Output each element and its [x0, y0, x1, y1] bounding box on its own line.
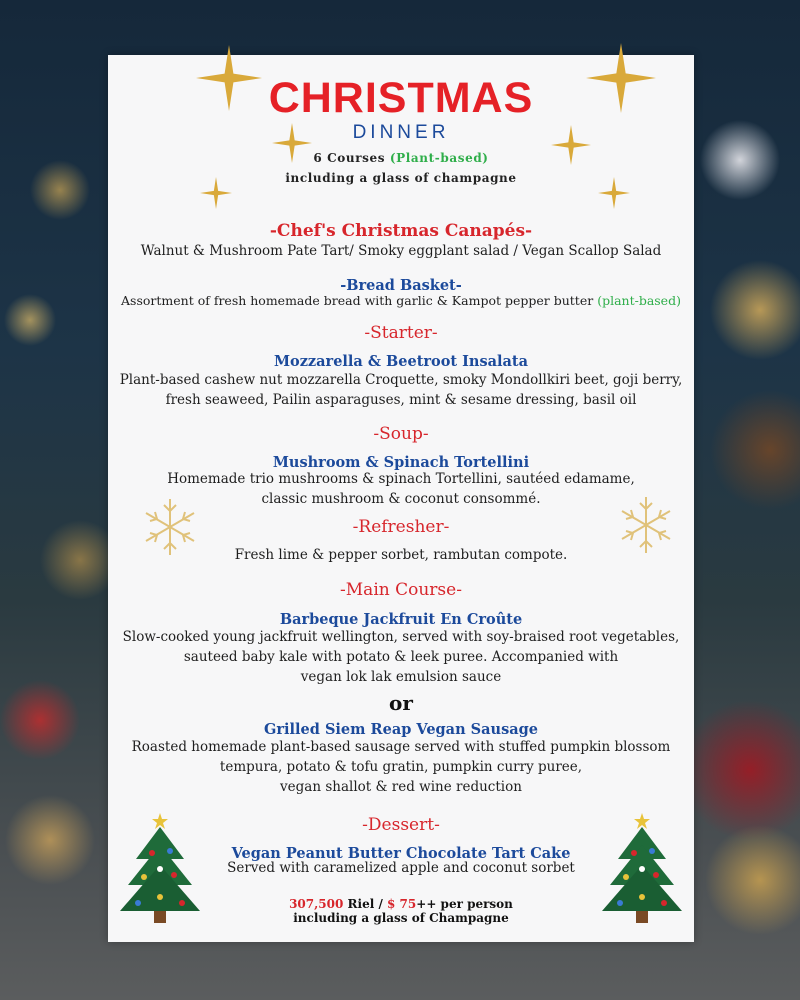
- soup-desc-2: classic mushroom & coconut consommé.: [261, 491, 541, 507]
- main-dish-1-desc-1: Slow-cooked young jackfruit wellington, served with soy-braised root vegetables,: [122, 629, 680, 645]
- courses-count: 6 Courses: [313, 151, 386, 165]
- dessert-dish: Vegan Peanut Butter Chocolate Tart Cake: [231, 845, 571, 862]
- price-usd: $ 75: [387, 897, 417, 911]
- refresher-desc: Fresh lime & pepper sorbet, rambutan compote.: [234, 547, 568, 563]
- plant-based-note: (Plant-based): [389, 151, 489, 165]
- champagne-line: including a glass of champagne: [285, 171, 517, 185]
- bread-desc-line: [108, 292, 694, 310]
- courses-line: [108, 151, 694, 165]
- starter-desc-2: fresh seaweed, Pailin asparaguses, mint & sesame dressing, basil oil: [165, 392, 637, 408]
- refresher-heading: -Refresher-: [352, 517, 450, 537]
- starter-desc-1: Plant-based cashew nut mozzarella Croquette, smoky Mondollkiri beet, goji berry,: [119, 372, 683, 388]
- soup-desc-1: Homemade trio mushrooms & spinach Tortellini, sautéed edamame,: [167, 471, 635, 487]
- canapes-heading: -Chef's Christmas Canapés-: [269, 221, 533, 241]
- main-dish-2-desc-3: vegan shallot & red wine reduction: [280, 779, 522, 795]
- bread-desc: Assortment of fresh homemade bread with garlic & Kampot pepper butter: [121, 293, 594, 308]
- soup-dish: Mushroom & Spinach Tortellini: [272, 454, 530, 471]
- main-dish-2-desc-1: Roasted homemade plant-based sausage served with stuffed pumpkin blossom: [131, 739, 671, 755]
- soup-heading: -Soup-: [373, 424, 429, 444]
- canapes-desc: Walnut & Mushroom Pate Tart/ Smoky eggplant salad / Vegan Scallop Salad: [140, 243, 662, 259]
- menu-card: [108, 55, 694, 942]
- main-dish-1: Barbeque Jackfruit En Croûte: [279, 611, 523, 628]
- dessert-heading: -Dessert-: [362, 815, 440, 835]
- or-divider: or: [389, 691, 413, 715]
- price-riel: 307,500: [289, 897, 344, 911]
- price-suffix: ++ per person: [416, 897, 513, 911]
- dessert-desc: Served with caramelized apple and coconut sorbet: [227, 860, 575, 876]
- price-line: [108, 897, 694, 911]
- main-dish-1-desc-3: vegan lok lak emulsion sauce: [300, 669, 502, 685]
- menu-title: CHRISTMAS: [268, 74, 534, 122]
- main-course-heading: -Main Course-: [340, 580, 462, 600]
- price-note: including a glass of Champagne: [293, 911, 509, 925]
- bread-plant-note: (plant-based): [597, 293, 681, 308]
- main-dish-1-desc-2: sauteed baby kale with potato & leek puree. Accompanied with: [183, 649, 619, 665]
- price-riel-label: Riel /: [347, 897, 383, 911]
- menu-subtitle: DINNER: [352, 122, 450, 143]
- main-dish-2: Grilled Siem Reap Vegan Sausage: [263, 721, 538, 738]
- main-dish-2-desc-2: tempura, potato & tofu gratin, pumpkin curry puree,: [219, 759, 583, 775]
- starter-heading: -Starter-: [364, 323, 438, 343]
- starter-dish: Mozzarella & Beetroot Insalata: [273, 353, 529, 370]
- bread-heading: -Bread Basket-: [340, 277, 462, 294]
